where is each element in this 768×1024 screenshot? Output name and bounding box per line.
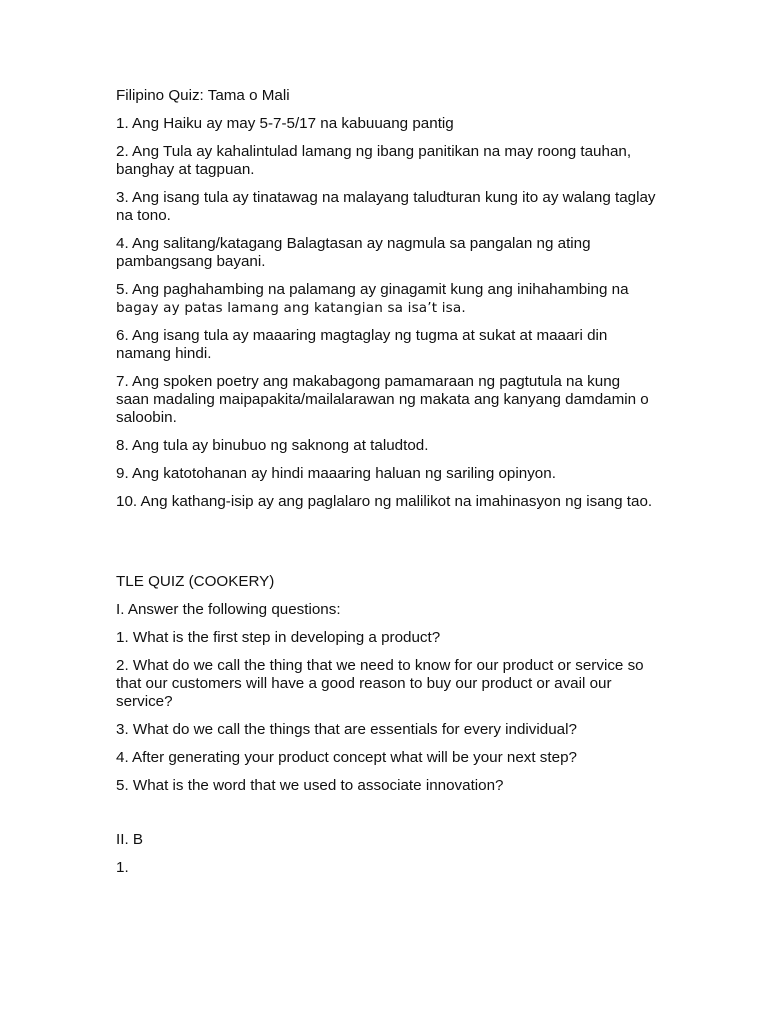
- tle-section2-heading: II. B: [116, 831, 144, 848]
- filipino-quiz-item: 1. Ang Haiku ay may 5-7-5/17 na kabuuang pantig: [116, 115, 454, 132]
- tle-section1-heading: I. Answer the following questions:: [116, 601, 341, 618]
- filipino-quiz-item-5: [116, 281, 656, 317]
- filipino-quiz-item: 7. Ang spoken poetry ang makabagong pamamaraan ng pagtutula na kung saan madaling maipapakita/mailalarawan ng makata ang kanyang damdamin o saloobin.: [116, 373, 649, 426]
- tle-quiz-title: TLE QUIZ (COOKERY): [116, 573, 275, 590]
- filipino-quiz-item-5-line2: bagay ay patas lamang ang katangian sa isa’t isa.: [116, 300, 466, 316]
- filipino-quiz-item: 6. Ang isang tula ay maaaring magtaglay ng tugma at sukat at maaari din namang hindi.: [116, 327, 608, 362]
- filipino-quiz-item-5-line1: 5. Ang paghahambing na palamang ay ginagamit kung ang inihahambing na: [116, 281, 629, 298]
- tle-question: 4. After generating your product concept what will be your next step?: [116, 749, 577, 766]
- document-body: [116, 87, 656, 887]
- filipino-quiz-item: 3. Ang isang tula ay tinatawag na malayang taludturan kung ito ay walang taglay na tono.: [116, 189, 656, 224]
- section-spacer: [116, 805, 656, 831]
- tle-question: 3. What do we call the things that are essentials for every individual?: [116, 721, 577, 738]
- tle-question: 1. What is the first step in developing a product?: [116, 629, 441, 646]
- tle-question: 5. What is the word that we used to associate innovation?: [116, 777, 504, 794]
- filipino-quiz-title: Filipino Quiz: Tama o Mali: [116, 87, 290, 104]
- filipino-quiz-item: 9. Ang katotohanan ay hindi maaaring haluan ng sariling opinyon.: [116, 465, 556, 482]
- filipino-quiz-item: 4. Ang salitang/katagang Balagtasan ay nagmula sa pangalan ng ating pambangsang bayani.: [116, 235, 591, 270]
- filipino-quiz-item: 8. Ang tula ay binubuo ng saknong at taludtod.: [116, 437, 429, 454]
- section-spacer: [116, 521, 656, 573]
- tle-section2-item: 1.: [116, 859, 129, 876]
- filipino-quiz-item: 10. Ang kathang-isip ay ang paglalaro ng malilikot na imahinasyon ng isang tao.: [116, 493, 653, 510]
- filipino-quiz-item: 2. Ang Tula ay kahalintulad lamang ng ibang panitikan na may roong tauhan, banghay at tagpuan.: [116, 143, 632, 178]
- tle-question: 2. What do we call the thing that we need to know for our product or service so that our customers will have a good reason to buy our product or avail our service?: [116, 657, 644, 710]
